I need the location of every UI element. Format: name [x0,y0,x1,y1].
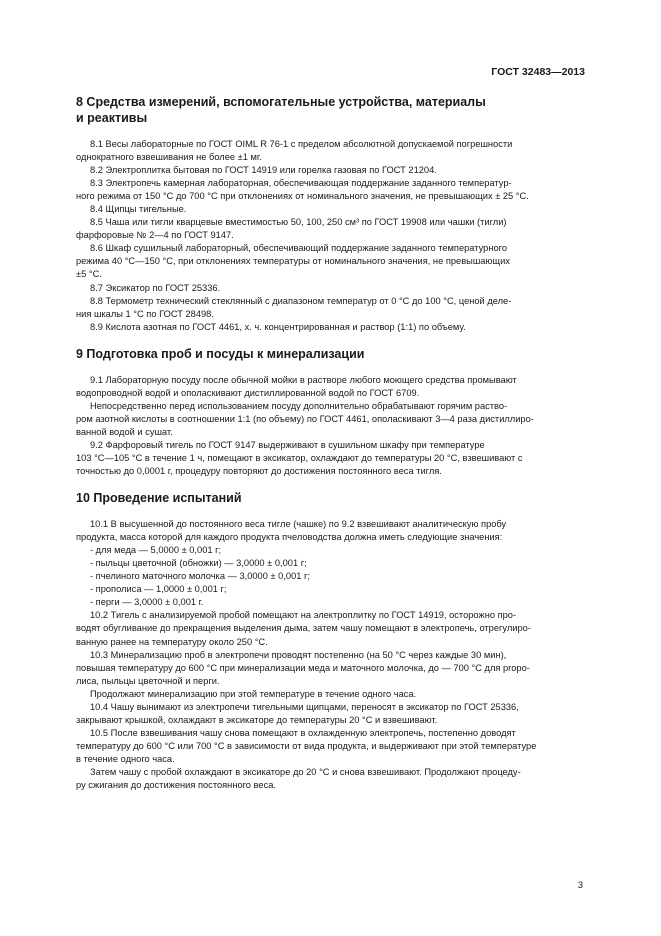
list-item-honey: - для меда — 5,0000 ± 0,001 г; [90,545,222,556]
section-9-title: 9 Подготовка проб и посуды к минерализации [76,346,365,361]
page-number: 3 [577,880,583,891]
para-10-4-a: 10.4 Чашу вынимают из электропечи тигельными щипцами, переносят в эксикатор по ГОСТ 25336, [90,701,519,712]
list-item-royal-jelly: - пчелиного маточного молочка — 3,0000 ± 0,001 г; [90,571,310,582]
para-10-5-c: в течение одного часа. [76,753,175,764]
para-8-1-a: 8.1 Весы лабораторные по ГОСТ OIML R 76-1 с пределом абсолютной допускаемой погрешности [90,139,513,149]
para-9-2-c: точностью до 0,0001 г, процедуру повторяют до достижения постоянного веса тигля. [76,466,442,477]
para-8-6-a: 8.6 Шкаф сушильный лабораторный, обеспечивающий поддержание заданного температурного [90,243,508,254]
para-8-1-b: однократного взвешивания не более ±1 мг. [76,152,262,163]
list-item-perga: - перги — 3,0000 ± 0,001 г. [90,597,204,608]
para-10-1-a: 10.1 В высушенной до постоянного веса тигле (чашке) по 9.2 взвешивают аналитическую пробу [90,519,507,530]
para-8-8-a: 8.8 Термометр технический стеклянный с диапазоном температур от 0 °С до 100 °С, ценой деле- [90,295,512,306]
para-9-1-b: водопроводной водой и ополаскивают дистиллированной водой по ГОСТ 6709. [76,387,420,398]
para-10-2-a: 10.2 Тигель с анализируемой пробой помещают на электроплитку по ГОСТ 14919, осторожно про- [90,610,517,621]
doc-header: ГОСТ 32483—2013 [491,66,585,78]
para-8-5-a: 8.5 Чаша или тигли кварцевые вместимостью 50, 100, 250 см³ по ГОСТ 19908 или чашки (тигли) [90,217,507,228]
para-9-1-d: ром азотной кислоты в соотношении 1:1 (по объему) по ГОСТ 4461, ополаскивают 3—4 раза дистиллиро- [76,413,534,424]
para-10-2-c: ванную ранее на температуру около 250 °С. [76,636,268,647]
para-9-2-b: 103 °С—105 °С в течение 1 ч, помещают в эксикатор, охлаждают до температуры 20 °С, взвешивают с [76,452,523,463]
para-10-5-b: температуру до 600 °С или 700 °С в зависимости от вида продукта, и выдерживают при этой температуре [76,740,537,751]
para-8-8-b: ния шкалы 1 °С по ГОСТ 28498. [76,308,214,319]
para-10-3-a: 10.3 Минерализацию проб в электропечи проводят постепенно (на 50 °С через каждые 30 мин), [90,649,507,660]
document-body [76,94,583,792]
para-10-4-b: закрывают крышкой, охлаждают в эксикаторе до температуры 20 °С и взвешивают. [76,714,438,725]
list-item-propolis: - прополиса — 1,0000 ± 0,001 г; [90,584,227,595]
para-10-5-d: Затем чашу с пробой охлаждают в эксикаторе до 20 °С и снова взвешивают. Продолжают процеду- [90,766,521,777]
para-8-4: 8.4 Щипцы тигельные. [90,204,187,215]
para-10-5-e: ру сжигания до достижения постоянного веса. [76,780,276,791]
section-8-title-line1: 8 Средства измерений, вспомогательные устройства, материалы [76,95,486,109]
para-10-1-b: продукта, масса которой для каждого продукта пчеловодства должна иметь следующие значения: [76,532,503,543]
para-9-1-e: ванной водой и сушат. [76,426,173,437]
para-8-2: 8.2 Электроплитка бытовая по ГОСТ 14919 или горелка газовая по ГОСТ 21204. [90,165,437,176]
para-9-1-a: 9.1 Лабораторную посуду после обычной мойки в растворе любого моющего средства промывают [90,374,517,385]
para-10-3-c: лиса, пыльцы цветочной и перги. [76,675,220,686]
para-8-5-b: фарфоровые № 2—4 по ГОСТ 9147. [76,230,234,241]
para-9-1-c: Непосредственно перед использованием посуду дополнительно обрабатывают горячим раство- [90,400,508,411]
para-9-2-a: 9.2 Фарфоровый тигель по ГОСТ 9147 выдерживают в сушильном шкафу при температуре [90,439,485,450]
para-8-7: 8.7 Эксикатор по ГОСТ 25336. [90,282,221,293]
para-10-2-b: водят обугливание до прекращения выделения дыма, затем чашу помещают в электропечь, отрегулиро- [76,623,531,634]
para-8-3-a: 8.3 Электропечь камерная лабораторная, обеспечивающая поддержание заданного температур- [90,178,512,189]
para-8-6-b: режима 40 °С—150 °С, при отклонениях температуры от номинального значения, не превышающих [76,256,510,267]
section-10-title: 10 Проведение испытаний [76,491,242,506]
para-10-5-a: 10.5 После взвешивания чашу снова помещают в охлажденную электропечь, постепенно доводят [90,727,516,738]
para-10-3-d: Продолжают минерализацию при этой температуре в течение одного часа. [90,688,417,699]
para-8-3-b: ного режима от 150 °С до 700 °С при отклонениях от номинального значения, не превышающих ± 25 °С. [76,191,529,202]
para-8-6-c: ±5 °С. [76,269,102,280]
list-item-pollen: - пыльцы цветочной (обножки) — 3,0000 ± 0,001 г; [90,558,307,569]
para-8-9: 8.9 Кислота азотная по ГОСТ 4461, х. ч. концентрированная и раствор (1:1) по объему. [90,321,466,332]
section-8-title-line2: и реактивы [76,111,148,125]
para-10-3-b: повышая температуру до 600 °С при минерализации меда и маточного молочка, до — 700 °С для propo- [76,662,530,673]
